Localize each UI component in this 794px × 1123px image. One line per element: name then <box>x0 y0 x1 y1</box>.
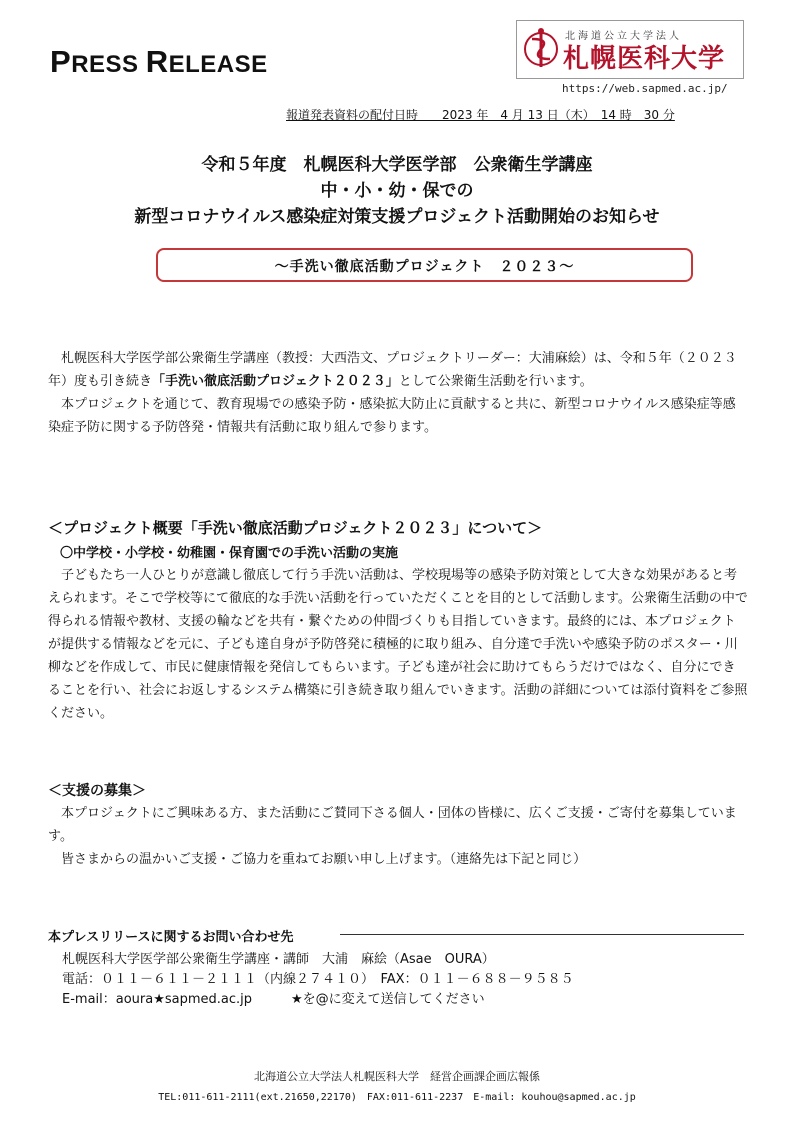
press-release-title: PRESS RELEASE <box>50 44 268 79</box>
contact-heading: 本プレスリリースに関するお問い合わせ先 <box>48 930 294 945</box>
footer-org: 北海道公立大学法人札幌医科大学 経営企画課企画広報係 <box>254 1070 540 1083</box>
support-paragraph-1: 本プロジェクトにご興味ある方、また活動にご賛同下さる個人・団体の皆様に、広くご支援・ご寄付を募集しています。 <box>48 806 737 844</box>
intro-paragraph-2: 本プロジェクトを通じて、教育現場での感染予防・感染拡大防止に貢献すると共に、新型コロナウイルス感染症等感染症予防に関する予防啓発・情報共有活動に取り組んで参ります。 <box>48 397 736 435</box>
contact-phone: 電話：０１１－６１１－２１１１（内線２７４１０） FAX：０１１－６８８－９５８５ <box>62 972 574 987</box>
contact-divider <box>340 934 744 935</box>
support-heading: ＜支援の募集＞ <box>48 783 146 799</box>
logo-name: 札幌医科大学 <box>563 44 726 74</box>
title-line-2: 中・小・幼・保での <box>320 181 474 201</box>
logo-subtitle: 北海道公立大学法人 <box>565 31 682 42</box>
title-line-3: 新型コロナウイルス感染症対策支援プロジェクト活動開始のお知らせ <box>134 207 660 227</box>
overview-subheading: 〇中学校・小学校・幼稚園・保育園での手洗い活動の実施 <box>60 546 399 561</box>
contact-email: E-mail：aoura★sapmed.ac.jp ★を@に変えて送信してください <box>62 992 485 1007</box>
title-line-1: 令和５年度 札幌医科大学医学部 公衆衛生学講座 <box>201 155 593 175</box>
overview-heading: ＜プロジェクト概要「手洗い徹底活動プロジェクト２０２３」について＞ <box>48 519 543 537</box>
website-url[interactable]: https://web.sapmed.ac.jp/ <box>562 82 728 95</box>
university-emblem-icon <box>523 25 559 73</box>
support-paragraph-2: 皆さまからの温かいご支援・ご協力を重ねてお願い申し上げます。（連絡先は下記と同じ） <box>61 852 587 867</box>
intro-paragraph-1: 札幌医科大学医学部公衆衛生学講座（教授：大西浩文、プロジェクトリーダー：大浦麻絵）は、令和５年（２０２３年）度も引き続き「手洗い徹底活動プロジェクト２０２３」として公衆衛生活動を行います。 <box>48 351 737 389</box>
release-dateline: 報道発表資料の配付日時 2023 年 4 月 13 日（木） 14 時 30 分 <box>286 108 675 122</box>
overview-body: 子どもたち一人ひとりが意識し徹底して行う手洗い活動は、学校現場等の感染予防対策として大きな効果があると考えられます。そこで学校等にて徹底的な手洗い活動を行っていただくことを目的として活動します。公衆衛生活動の中で得られる情報や教材、支援の輪などを共有・繋ぐための仲間づくりも目指していきます。最終的には、本プロジェクトが提供する情報などを元に、子ども達自身が予防啓発に積極的に取り組み、自分達で手洗いや感染予防のポスター・川柳などを作成して、市民に健康情報を発信してもらいます。子ども達が社会に助けてもらうだけではなく、自分にできることを行い、社会にお返しするシステム構築に引き続き取り組んでいきます。活動の詳細については添付資料をご参照ください。 <box>48 568 748 721</box>
contact-name: 札幌医科大学医学部公衆衛生学講座・講師 大浦 麻絵（Asae OURA） <box>62 952 495 967</box>
footer-contact: TEL:011-611-2111(ext.21650,22170) FAX:011-611-2237 E-mail: kouhou@sapmed.ac.jp <box>158 1092 636 1103</box>
project-banner-text: ～手洗い徹底活動プロジェクト ２０２３～ <box>274 259 575 275</box>
